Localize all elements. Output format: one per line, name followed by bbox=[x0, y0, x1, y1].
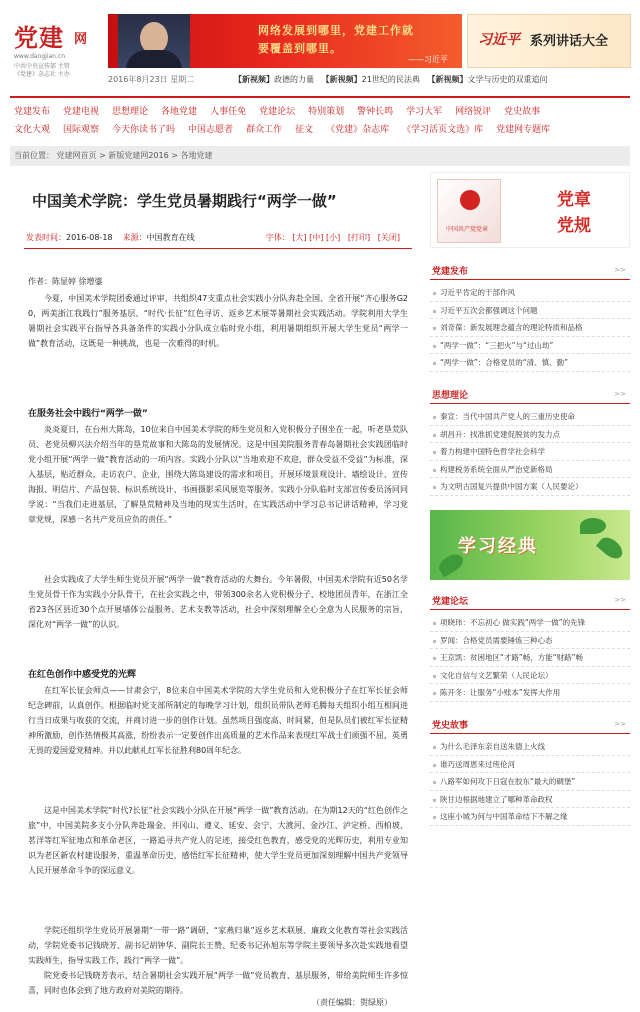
sidebar-forum-header bbox=[430, 592, 630, 610]
book-caption: 中国共产党党章 bbox=[446, 226, 489, 233]
font-large-button[interactable]: [大] bbox=[292, 233, 307, 242]
top-news-bar bbox=[234, 74, 547, 85]
study-ad-text: 学习经典 bbox=[458, 536, 538, 557]
list-item[interactable]: 王京凯：贫困地区“才路”畅，方能“财路”畅 bbox=[430, 649, 630, 667]
top-news-item[interactable]: 【新视频】文学与历史的双重追问 bbox=[427, 75, 548, 84]
list-item[interactable]: “两学一做”：合格党员的“清、慎、勤” bbox=[430, 354, 630, 372]
banner-quote-author: ——习近平 bbox=[408, 55, 448, 64]
sidebar-fabu-header bbox=[430, 262, 630, 280]
logo-suffix: 网 bbox=[74, 32, 88, 47]
list-item[interactable]: 陕甘边根据地建立了哪种革命政权 bbox=[430, 791, 630, 809]
article-source: 中国教育在线 bbox=[146, 233, 195, 242]
sidebar-section-title[interactable]: 思想理论 bbox=[432, 391, 469, 401]
article-paragraph: 院党委书记钱晓芳表示，结合暑期社会实践开展“两学一做”党员教育、基层服务，带给美院师生许多惊喜，同时也体会到了地方政府对美院的期待。 bbox=[28, 971, 408, 995]
article-paragraph: 炎炎夏日，在台州大陈岛，10位来自中国美术学院的师生党员和入党积极分子围坐在一起，听老垦荒队员、老党员柳兴法介绍当年的垦荒故事和大陈岛的发展情况。这是中国美院服务青春岛暑期社会实践团临时党小组开展“两学一做”教育活动的一项内容。实践小分队以“当地欢迎不欢迎，群众受益不受益”为标准，深入基层，贴近群众，走访农户、企业，围绕大陈岛建设的需求和项目，开展环境景观设计、墙绘设计、宣传海报、明信片、产品包装、标识系统设计、书画摄影采风展览等服务。实践小分队临时支部宣传委员汤同同学说：“当我们走进基层，了解垦荒精神及当地的现实生活时，在实践活动中学习总书记讲话精神，学习党章党规，深感一名共产党员应负的责任。” bbox=[28, 425, 408, 524]
site-logo[interactable] bbox=[14, 18, 100, 78]
nav-item[interactable]: 特别策划 bbox=[308, 107, 345, 117]
article-title: 中国美术学院：学生党员暑期践行“两学一做” bbox=[32, 192, 337, 210]
book-cover-image bbox=[437, 179, 501, 243]
article-authors: 作者：陈显婷 徐增鎏 bbox=[28, 277, 103, 286]
font-small-button[interactable]: [小] bbox=[325, 233, 341, 242]
site-org2: 《党建》杂志社 主办 bbox=[14, 71, 70, 78]
article-paragraph: 社会实践成了大学生师生党员开展“两学一做”教育活动的大舞台。今年暑假，中国美术学院有近50名学生党员骨干作为实践小分队骨干，在社会实践之中，带领300余名入党积极分子、校地团员青年，在浙江全省23各区县近30个点开展墙体公益服务、艺术支教等活动，社会中深刻理解全心全意为人民服务的宗旨，深化对“两学一做”的认识。 bbox=[28, 575, 408, 629]
banner-quote[interactable] bbox=[108, 14, 462, 68]
site-domain: www.dangjian.cn bbox=[14, 53, 65, 60]
list-item[interactable]: 这座小城为何与中国革命结下不解之缘 bbox=[430, 808, 630, 826]
nav-row-2 bbox=[14, 122, 563, 135]
sidebar-section-title[interactable]: 党建论坛 bbox=[432, 597, 469, 607]
section-heading: 在红色创作中感受党的光辉 bbox=[28, 670, 137, 680]
sidebar-forum-list bbox=[430, 614, 630, 702]
nav-item[interactable]: 群众工作 bbox=[246, 125, 283, 135]
publish-time: 2016-08-18 bbox=[66, 233, 113, 242]
source-label: 来源： bbox=[122, 233, 147, 242]
list-item[interactable]: 秦宣：当代中国共产党人的三重历史使命 bbox=[430, 408, 630, 426]
portrait-image bbox=[118, 14, 190, 68]
nav-item[interactable]: 文化大观 bbox=[14, 125, 51, 135]
list-item[interactable]: 为文明古国复兴提供中国方案（人民要论） bbox=[430, 478, 630, 496]
close-button[interactable]: [关闭] bbox=[377, 233, 400, 242]
list-item[interactable]: 为什么毛泽东亲自送朱德上火线 bbox=[430, 738, 630, 756]
party-emblem-icon bbox=[460, 190, 480, 210]
article-paragraph: 这是中国美术学院“时代?长征”社会实践小分队在开展“两学一做”教育活动。在为期12天的“红色创作之旅”中，中国美院多支小分队奔赴瑞金、井冈山、遵义、延安、会宁、大渡河、金沙江、泸定桥、西柏坡、茗洋等红军征地点和革命老区，一路追寻共产党人的足迹，接受红色教育，感受党的光辉历史，利用专业知识为老区新农村建设服务，重温革命历史，感悟红军长征精神，使大学生党员更加深刻理解中国共产党领导人民开展革命斗争的深远意义。 bbox=[28, 806, 408, 875]
article-meta bbox=[26, 232, 410, 243]
more-link[interactable]: >> bbox=[614, 720, 626, 728]
nav-item[interactable]: 人事任免 bbox=[210, 107, 247, 117]
main-nav bbox=[10, 96, 630, 136]
ad-party-line1: 党章 bbox=[557, 190, 591, 210]
nav-item[interactable]: 国际观察 bbox=[63, 125, 100, 135]
sidebar-fabu-list bbox=[430, 284, 630, 372]
nav-item[interactable]: 学习大军 bbox=[406, 107, 443, 117]
article-editor: （责任编辑：贺绿原） bbox=[312, 998, 392, 1007]
sidebar-theory-list bbox=[430, 408, 630, 496]
banner-quote-line2: 要覆盖到哪里。 bbox=[258, 42, 342, 55]
list-item[interactable]: 文化自信与文艺繁荣（人民论坛） bbox=[430, 667, 630, 685]
list-item[interactable]: 构建税务系统全面从严治党新格局 bbox=[430, 461, 630, 479]
list-item[interactable]: 谁巧送周恩来过班伦河 bbox=[430, 756, 630, 774]
font-medium-button[interactable]: [中] bbox=[309, 233, 324, 242]
nav-item[interactable]: 警钟长鸣 bbox=[357, 107, 394, 117]
nav-item[interactable]: 党建论坛 bbox=[259, 107, 296, 117]
nav-item[interactable]: 征文 bbox=[295, 125, 314, 135]
top-news-item[interactable]: 【新视频】政德的力量 bbox=[234, 75, 314, 84]
article-paragraph: 学院还组织学生党员开展暑期“一带一路”调研、“家燕归巢”返乡艺术联展、廉政文化教育等社会实践活动，学院党委书记钱晓芳、副书记胡钟华、副院长王赞、纪委书记孙旭东等学院主要领导多次赴实践地看望实践师生，指导实践工作，践行“两学一做”。 bbox=[28, 926, 408, 965]
nav-item[interactable]: 《学习活页文选》库 bbox=[402, 125, 484, 135]
study-classics-ad[interactable] bbox=[430, 510, 630, 580]
print-button[interactable]: [打印] bbox=[347, 233, 371, 242]
nav-item[interactable]: 党史故事 bbox=[504, 107, 541, 117]
article-tools bbox=[266, 232, 400, 243]
banner-right-black: 系列讲话大全 bbox=[530, 34, 609, 49]
more-link[interactable]: >> bbox=[614, 596, 626, 604]
list-item[interactable]: 习近平肯定的干部作风 bbox=[430, 284, 630, 302]
nav-row-1 bbox=[14, 104, 553, 117]
sidebar-history-header bbox=[430, 716, 630, 734]
sidebar-history-list bbox=[430, 738, 630, 826]
banner-quote-line1: 网络发展到哪里，党建工作就 bbox=[258, 24, 414, 37]
more-link[interactable]: >> bbox=[614, 266, 626, 274]
breadcrumb[interactable]: 当前位置： 党建网首页 > 新版党建网2016 > 各地党建 bbox=[10, 146, 630, 166]
sidebar-section-title[interactable]: 党史故事 bbox=[432, 721, 469, 731]
site-org1: 中共中央宣传部 主管 bbox=[14, 63, 70, 70]
sidebar-theory-header bbox=[430, 386, 630, 404]
nav-item[interactable]: 网络锐评 bbox=[455, 107, 492, 117]
nav-item[interactable]: 今天你读书了吗 bbox=[112, 125, 176, 135]
nav-item[interactable]: 中国志愿者 bbox=[188, 125, 234, 135]
article-paragraph: 在红军长征会师点——甘肃会宁，8位来自中国美术学院的大学生党员和入党积极分子在红军长征会师纪念碑前，认真创作。根据临时党支部所制定的每晚学习计划，组织员带队老师毛腾每天组织小组互相间进行当日成果与收获的交流，并商讨进一步的创作计划。虽然项目强度高、时间紧，但是队员们被红军长征精神所激励，创作热情极其高涨，纷纷表示一定要创作出高质量的艺术作品来表现红军战士们顽强不屈，英勇无畏的爱国爱党精神。并以此献礼红军长征胜利80周年纪念。 bbox=[28, 686, 408, 755]
party-constitution-ad[interactable] bbox=[430, 172, 630, 248]
nav-item[interactable]: 《党建》杂志库 bbox=[326, 125, 390, 135]
nav-item[interactable]: 党建电视 bbox=[63, 107, 100, 117]
list-item[interactable]: 罗闻：合格党员需要锤炼三种心态 bbox=[430, 632, 630, 650]
list-item[interactable]: “两学一做”：“三把火”与“过山劫” bbox=[430, 337, 630, 355]
time-label: 发表时间： bbox=[26, 233, 66, 242]
list-item[interactable]: 习近平五次会都强调这个问题 bbox=[430, 302, 630, 320]
ad-party-line2: 党规 bbox=[557, 216, 591, 236]
nav-item[interactable]: 各地党建 bbox=[161, 107, 198, 117]
sidebar-section-title[interactable]: 党建发布 bbox=[432, 267, 469, 277]
list-item[interactable]: 项晓玮：不忘初心 做实践“两学一做”的先锋 bbox=[430, 614, 630, 632]
nav-item[interactable]: 思想理论 bbox=[112, 107, 149, 117]
list-item[interactable]: 八路军如何攻下日寇在胶东“最大的碉堡” bbox=[430, 773, 630, 791]
article-paragraph: 今夏，中国美术学院团委通过评审，共组织47支重点社会实践小分队奔赴全国、全省开展“齐心服务G20，两美浙江我践行”服务基层、“时代·长征”红色寻访、返乡艺术展等暑期社会实践活动。学院利用大学生暑期社会实践平台指导各具备条件的实践小分队成立临时党小组，利用暑期组织开展大学生党员“两学一做”教育活动，这既是一种挑战，也是一次难得的时机。 bbox=[28, 294, 408, 348]
list-item[interactable]: 陈开冬：让服务“小账本”发挥大作用 bbox=[430, 684, 630, 702]
more-link[interactable]: >> bbox=[614, 390, 626, 398]
logo-text: 党建 bbox=[14, 23, 64, 52]
list-item[interactable]: 刘奇葆：新发展理念蕴含的理论特质和品格 bbox=[430, 319, 630, 337]
current-date: 2016年8月23日 星期二 bbox=[108, 75, 195, 84]
list-item[interactable]: 着力构建中国特色哲学社会科学 bbox=[430, 443, 630, 461]
font-label: 字体： bbox=[265, 233, 290, 242]
list-item[interactable]: 胡昌升：找准抓党建促脱贫的发力点 bbox=[430, 426, 630, 444]
section-heading: 在服务社会中践行“两学一做” bbox=[28, 409, 148, 419]
banner-right-red: 习近平 bbox=[478, 32, 520, 48]
nav-item[interactable]: 党建网专题库 bbox=[496, 125, 551, 135]
banner-speech-collection[interactable] bbox=[467, 14, 631, 68]
nav-item[interactable]: 党建发布 bbox=[14, 107, 51, 117]
title-divider bbox=[24, 248, 412, 249]
top-news-item[interactable]: 【新视频】21世纪的民法典 bbox=[321, 75, 420, 84]
